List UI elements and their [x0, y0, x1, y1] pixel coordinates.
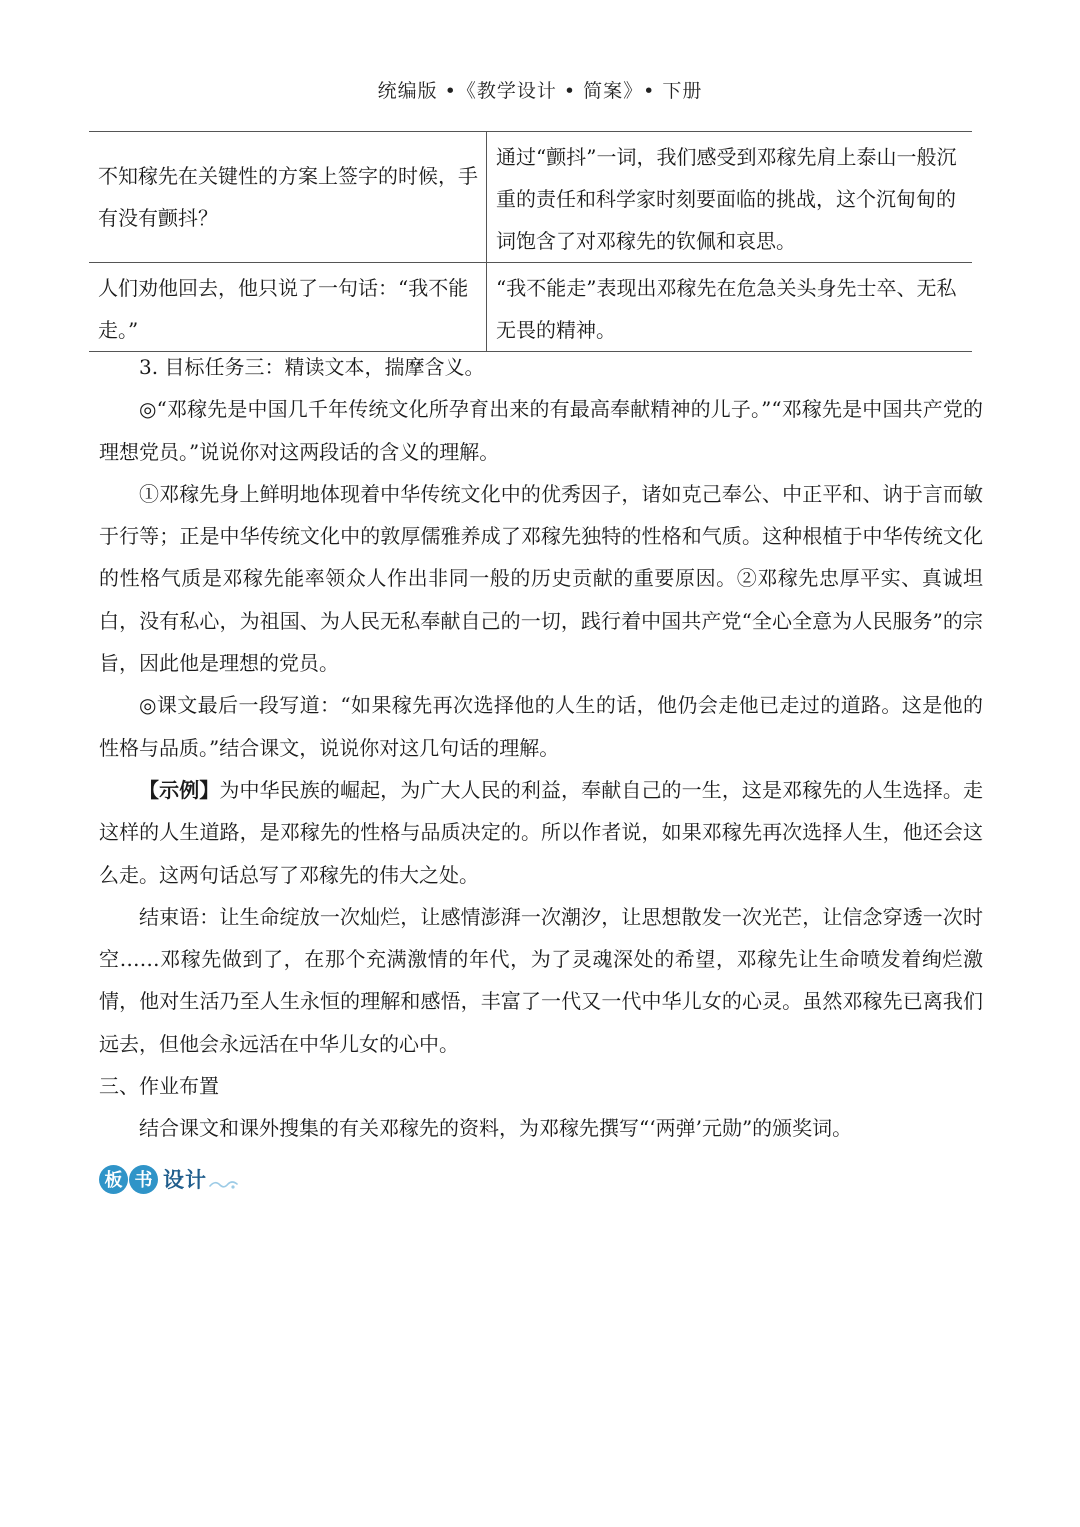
page-header: 统编版 •《教学设计 • 简案》• 下册 — [377, 80, 703, 102]
board-design-label: 设计 — [163, 1168, 207, 1192]
answer-one: ①邓稼先身上鲜明地体现着中华传统文化中的优秀因子，诸如克己奉公、中正平和、讷于言而敏于行等；正是中华传统文化中的敦厚儒雅养成了邓稼先独特的性格和气质。这种根植于中华传统文化的性格气质是邓稼先能率领众人作出非同一般的历史贡献的重要原因。②邓稼先忠厚平实、真诚坦白，没有私心，为祖国、为人民无私奉献自己的一切，践行着中国共产党“全心全意为人民服务”的宗旨，因此他是理想的党员。 — [99, 481, 983, 676]
example-label: 【示例】 — [139, 777, 220, 802]
example-text: 为中华民族的崛起，为广大人民的利益，奉献自己的一生，这是邓稼先的人生选择。走这样的人生道路，是邓稼先的性格与品质决定的。所以作者说，如果邓稼先再次选择人生，他还会这么走。这两句话总写了邓稼先的伟大之处。 — [99, 777, 983, 887]
conclusion-paragraph: 结束语：让生命绽放一次灿烂，让感情澎湃一次潮汐，让思想散发一次光芒，让信念穿透一次时空……邓稼先做到了，在那个充满激情的年代，为了灵魂深处的希望，邓稼先让生命喷发着绚烂激情，他对生活乃至人生永恒的理解和感悟，丰富了一代又一代中华儿女的心灵。虽然邓稼先已离我们远去，但他会永远活在中华儿女的心中。 — [99, 904, 983, 1056]
analysis-table — [89, 131, 972, 352]
task-three-heading: 3. 目标任务三：精读文本，揣摩含义。 — [139, 355, 485, 379]
table-row — [89, 263, 972, 352]
document-body — [99, 346, 983, 1150]
table-cell-analysis: 通过“颤抖”一词，我们感受到邓稼先肩上泰山一般沉重的责任和科学家时刻要面临的挑战，这个沉甸甸的词饱含了对邓稼先的钦佩和哀思。 — [487, 132, 973, 263]
cloud-swirl-icon — [209, 1178, 239, 1190]
section-three-heading: 三、作业布置 — [99, 1074, 219, 1099]
question-one: ◎“邓稼先是中国几千年传统文化所孕育出来的有最高奉献精神的儿子。”“邓稼先是中国共产党的理想党员。”说说你对这两段话的含义的理解。 — [99, 397, 983, 464]
table-cell-quote: 人们劝他回去，他只说了一句话：“我不能走。” — [89, 263, 487, 352]
board-design-heading — [99, 1162, 239, 1196]
question-two: ◎课文最后一段写道：“如果稼先再次选择他的人生的话，他仍会走他已走过的道路。这是他的性格与品质。”结合课文，说说你对这几句话的理解。 — [99, 693, 983, 760]
board-char-badge: 板 — [99, 1165, 128, 1194]
table-row — [89, 132, 972, 263]
example-paragraph — [99, 769, 983, 896]
table-cell-quote: 不知稼先在关键性的方案上签字的时候，手有没有颤抖？ — [89, 132, 487, 263]
board-char-badge: 书 — [129, 1165, 158, 1194]
homework-paragraph: 结合课文和课外搜集的有关邓稼先的资料，为邓稼先撰写“‘两弹’元勋”的颁奖词。 — [139, 1116, 853, 1141]
table-cell-analysis: “我不能走”表现出邓稼先在危急关头身先士卒、无私无畏的精神。 — [487, 263, 973, 352]
